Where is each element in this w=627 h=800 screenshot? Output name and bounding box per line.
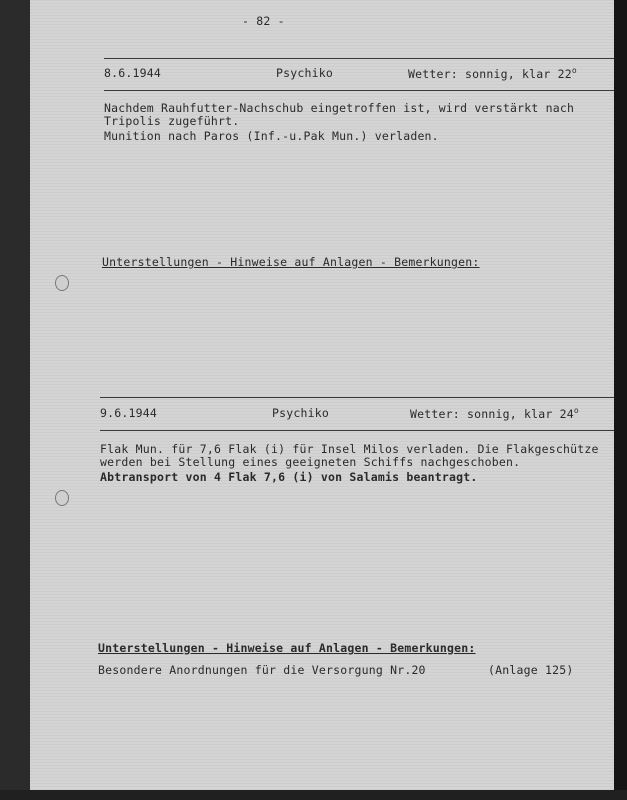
punch-hole-upper bbox=[55, 275, 69, 291]
entry1-weather: Wetter: sonnig, klar 22$^o$ bbox=[408, 66, 577, 81]
entry1-line-3: Munition nach Paros (Inf.-u.Pak Mun.) verladen. bbox=[104, 129, 439, 143]
entry1-bottom-rule bbox=[104, 90, 614, 91]
scan-right-edge bbox=[614, 0, 627, 800]
entry2-place: Psychiko bbox=[272, 406, 329, 420]
entry2-line-1: Flak Mun. für 7,6 Flak (i) für Insel Milos verladen. Die Flakgeschütze bbox=[100, 442, 599, 456]
entry2-remarks-heading: Unterstellungen - Hinweise auf Anlagen - Bemerkungen: bbox=[98, 641, 476, 655]
entry2-remarks-line: Besondere Anordnungen für die Versorgung Nr.20 bbox=[98, 663, 426, 677]
entry2-date: 9.6.1944 bbox=[100, 406, 157, 420]
entry1-remarks-heading: Unterstellungen - Hinweise auf Anlagen - Bemerkungen: bbox=[102, 255, 480, 269]
scan-left-edge bbox=[0, 0, 30, 800]
entry2-annex-reference: (Anlage 125) bbox=[488, 663, 574, 677]
entry2-top-rule bbox=[100, 397, 614, 398]
document-page bbox=[30, 0, 614, 790]
punch-hole-lower bbox=[55, 490, 69, 506]
entry2-line-3: Abtransport von 4 Flak 7,6 (i) von Salamis beantragt. bbox=[100, 470, 478, 484]
entry2-weather: Wetter: sonnig, klar 24$^o$ bbox=[410, 406, 579, 421]
entry1-line-2: Tripolis zugeführt. bbox=[104, 114, 240, 128]
page-number: - 82 - bbox=[242, 14, 285, 28]
entry2-bottom-rule bbox=[100, 430, 614, 431]
entry1-top-rule bbox=[104, 58, 614, 59]
entry2-line-2: werden bei Stellung eines geeigneten Schiffs nachgeschoben. bbox=[100, 455, 521, 469]
entry1-date: 8.6.1944 bbox=[104, 66, 161, 80]
entry1-place: Psychiko bbox=[276, 66, 333, 80]
scan-bottom-edge bbox=[0, 790, 627, 800]
entry1-line-1: Nachdem Rauhfutter-Nachschub eingetroffen ist, wird verstärkt nach bbox=[104, 101, 575, 115]
